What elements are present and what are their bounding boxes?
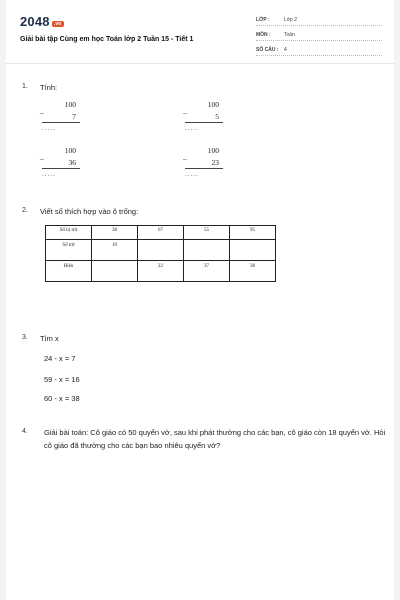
table-cell: 38 — [92, 226, 138, 240]
table-row — [46, 261, 276, 282]
table-row — [46, 226, 276, 240]
meta-class-value: Lớp 2 — [284, 17, 298, 23]
subtraction-problem — [183, 146, 227, 178]
page-header — [6, 0, 394, 64]
site-logo[interactable] — [20, 14, 64, 29]
meta-class — [256, 14, 382, 26]
equation-item: 59 - x = 16 — [44, 375, 80, 384]
table-cell: 95 — [230, 226, 276, 240]
table-cell: 67 — [138, 226, 184, 240]
blank-cell[interactable] — [230, 240, 276, 261]
minus-sign: _ — [183, 152, 187, 161]
document-title: Giải bài tập Cùng em học Toán lớp 2 Tuần 15 - Tiết 1 — [20, 36, 194, 43]
equation-item: 60 - x = 38 — [44, 394, 80, 403]
result-line — [42, 122, 80, 123]
q1-text: Tính: — [40, 83, 58, 92]
table-cell: 55 — [184, 226, 230, 240]
answer-blank[interactable]: ..... — [185, 124, 199, 132]
meta-count — [256, 44, 382, 56]
minuend: 100 — [207, 146, 219, 155]
table-cell: 38 — [230, 261, 276, 282]
result-line — [42, 168, 80, 169]
table-cell: 19 — [92, 240, 138, 261]
minuend: 100 — [207, 100, 219, 109]
minus-sign: _ — [40, 152, 44, 161]
answer-blank[interactable]: ..... — [185, 170, 199, 178]
meta-subject — [256, 29, 382, 41]
blank-cell[interactable] — [184, 240, 230, 261]
row-header-difference: Hiệu — [46, 261, 92, 282]
table-cell: 37 — [184, 261, 230, 282]
subtraction-problem — [40, 100, 84, 132]
minus-sign: _ — [183, 106, 187, 115]
q4-text: Giải bài toán: Cô giáo có 50 quyển vở, sau khi phát thưởng cho các bạn, cô giáo còn 18 quyển vở. Hỏi cô giáo đã thưởng cho các bạn bao nhiêu quyển vở? — [44, 428, 386, 450]
q3-text: Tìm x — [40, 334, 59, 343]
blank-cell[interactable] — [92, 261, 138, 282]
worksheet-page — [6, 0, 394, 600]
minus-sign: _ — [40, 106, 44, 115]
q3-number: 3. — [22, 334, 28, 341]
subtrahend: 36 — [68, 158, 76, 167]
table-row — [46, 240, 276, 261]
answer-blank[interactable]: ..... — [42, 170, 56, 178]
table-cell: 22 — [138, 261, 184, 282]
subtrahend: 7 — [72, 112, 76, 121]
subtraction-problem — [40, 146, 84, 178]
subtraction-problem — [183, 100, 227, 132]
fill-in-table — [45, 225, 276, 282]
logo-badge: .vn — [53, 21, 62, 27]
q1-number: 1. — [22, 83, 28, 90]
minuend: 100 — [64, 100, 76, 109]
q4-number: 4. — [22, 428, 28, 435]
row-header-subtrahend: Số trừ — [46, 240, 92, 261]
meta-subject-label: MÔN : — [256, 32, 271, 38]
subtrahend: 5 — [215, 112, 219, 121]
meta-subject-value: Toán — [284, 32, 295, 38]
row-header-minuend: Số bị trừ — [46, 226, 92, 240]
logo-text: 2048 — [20, 14, 50, 29]
result-line — [185, 122, 223, 123]
q2-text: Viết số thích hợp vào ô trống: — [40, 207, 139, 216]
result-line — [185, 168, 223, 169]
minuend: 100 — [64, 146, 76, 155]
equation-item: 24 - x = 7 — [44, 354, 76, 363]
meta-count-value: 4 — [284, 47, 287, 53]
q2-number: 2. — [22, 207, 28, 214]
meta-class-label: LỚP : — [256, 17, 270, 23]
blank-cell[interactable] — [138, 240, 184, 261]
answer-blank[interactable]: ..... — [42, 124, 56, 132]
subtrahend: 23 — [211, 158, 219, 167]
meta-count-label: SỐ CÂU : — [256, 47, 279, 53]
